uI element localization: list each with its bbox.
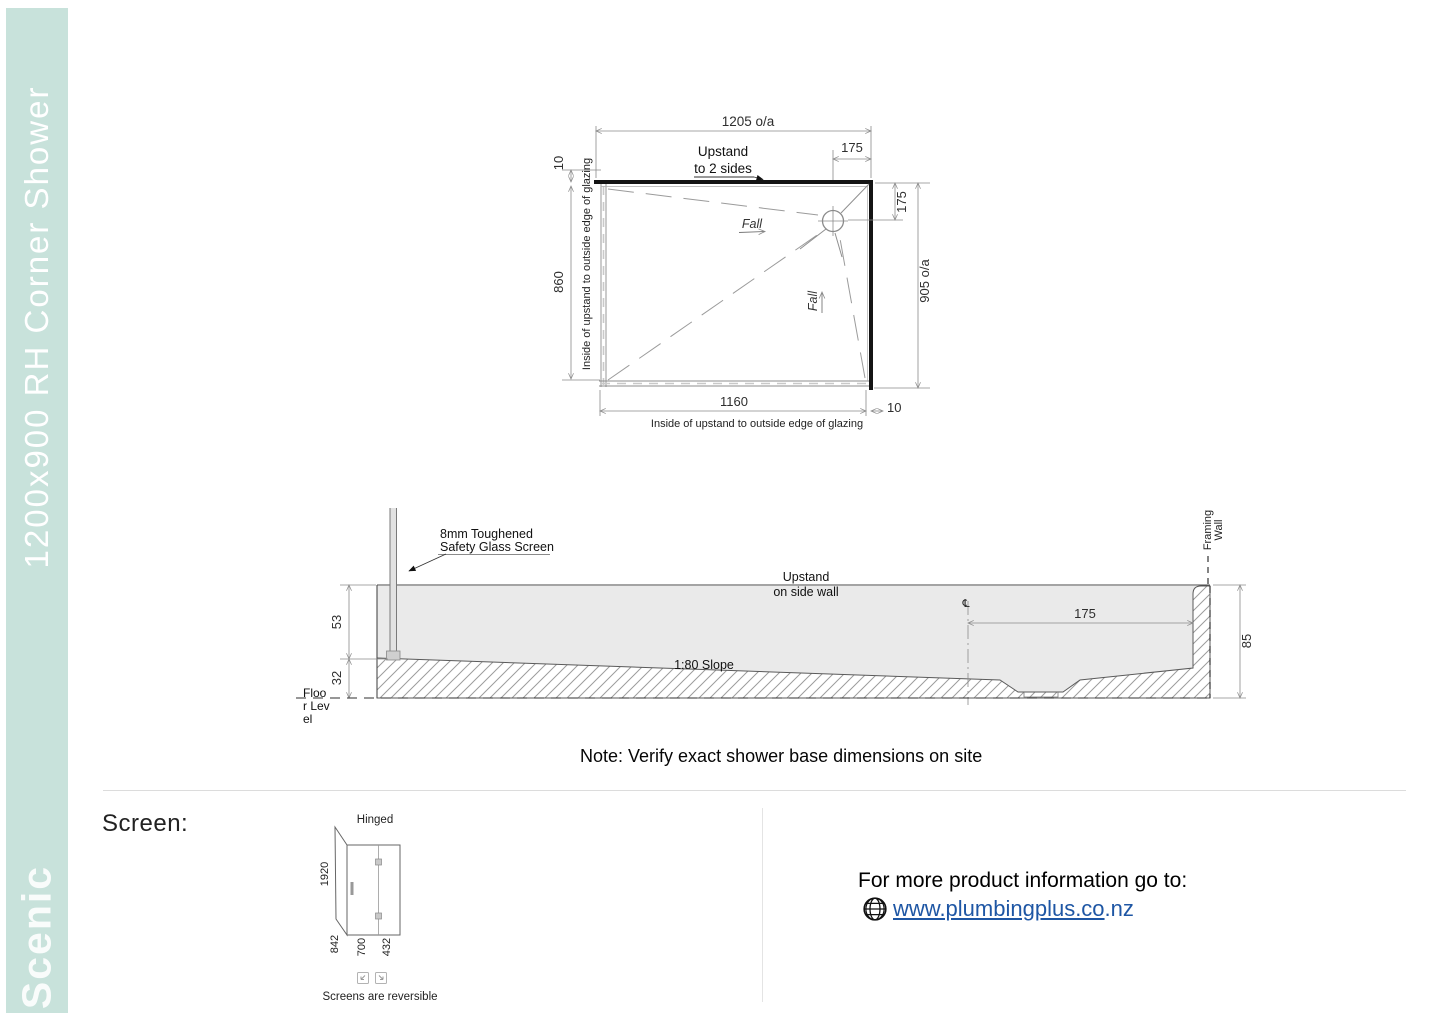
globe-icon xyxy=(862,896,888,922)
vertical-divider xyxy=(762,808,763,1002)
dim-total-height: 85 xyxy=(1239,633,1254,649)
dim-inside-width: 1160 xyxy=(720,394,748,409)
dim-glazing-gap-top: 10 xyxy=(551,155,566,171)
dim-base-height: 32 xyxy=(329,670,344,686)
product-info-heading: For more product information go to: xyxy=(858,869,1188,892)
floor-level-label: Floor Level xyxy=(303,686,330,727)
reversible-note: Screens are reversible xyxy=(322,991,438,1003)
return-panel xyxy=(335,827,347,935)
reversible-right-icon xyxy=(376,973,387,984)
plan-left-edge-label: Inside of upstand to outside edge of glazing xyxy=(581,157,593,371)
glass-label-line2: Safety Glass Screen xyxy=(440,540,554,554)
fall-label-vertical: Fall xyxy=(806,290,820,312)
dim-drain-offset-top: 175 xyxy=(841,140,863,155)
upstand-side-wall-line1: Upstand xyxy=(782,570,830,584)
upstand-note-line1: Upstand xyxy=(697,144,749,159)
upstand-note-line2: to 2 sides xyxy=(694,161,752,176)
dim-overall-width: 1205 o/a xyxy=(721,114,775,129)
horizontal-divider xyxy=(103,790,1406,791)
dim-door-width: 700 xyxy=(356,937,368,957)
product-title-vertical: 1200x900 RH Corner Shower xyxy=(18,85,55,569)
fall-label-horizontal: Fall xyxy=(741,217,763,231)
dim-inside-height: 860 xyxy=(551,271,566,293)
dim-screen-height: 1920 xyxy=(319,861,331,887)
product-info-block xyxy=(858,869,1187,922)
screen-elevation-drawing xyxy=(319,814,438,1003)
dim-glazing-gap-right: 10 xyxy=(887,400,902,415)
scenic-logo: Scenic xyxy=(13,864,60,1010)
dim-drain-to-wall: 175 xyxy=(1074,606,1096,621)
dim-upstand-height: 53 xyxy=(329,614,344,630)
dim-return-width: 842 xyxy=(329,934,341,954)
door-panel xyxy=(347,845,400,935)
site-note: Note: Verify exact shower base dimensions on site xyxy=(580,746,983,766)
section-view-drawing xyxy=(296,508,1254,705)
glass-label-line1: 8mm Toughened xyxy=(440,527,533,541)
plan-view-drawing xyxy=(551,114,932,430)
hinge-bottom xyxy=(376,913,382,919)
framing-wall-line1: Framing xyxy=(1202,509,1214,551)
door-handle xyxy=(351,882,354,895)
centerline-symbol: ℄ xyxy=(962,598,970,610)
dim-overall-height: 905 o/a xyxy=(917,259,932,303)
framing-wall-line2: Wall xyxy=(1213,519,1225,541)
plan-bottom-edge-label: Inside of upstand to outside edge of glazing xyxy=(650,418,864,430)
hinged-label: Hinged xyxy=(356,814,394,826)
screen-section-heading: Screen: xyxy=(102,810,189,837)
hinge-top xyxy=(376,859,382,865)
dim-drain-offset-right: 175 xyxy=(894,191,909,213)
slope-label: 1:80 Slope xyxy=(674,658,734,672)
website-link-suffix: .nz xyxy=(1104,896,1134,921)
website-link[interactable]: www.plumbingplus.co xyxy=(893,896,1105,921)
upstand-side-wall-line2: on side wall xyxy=(773,585,839,599)
dim-fixed-width: 432 xyxy=(381,937,393,957)
reversible-left-icon xyxy=(358,973,369,984)
